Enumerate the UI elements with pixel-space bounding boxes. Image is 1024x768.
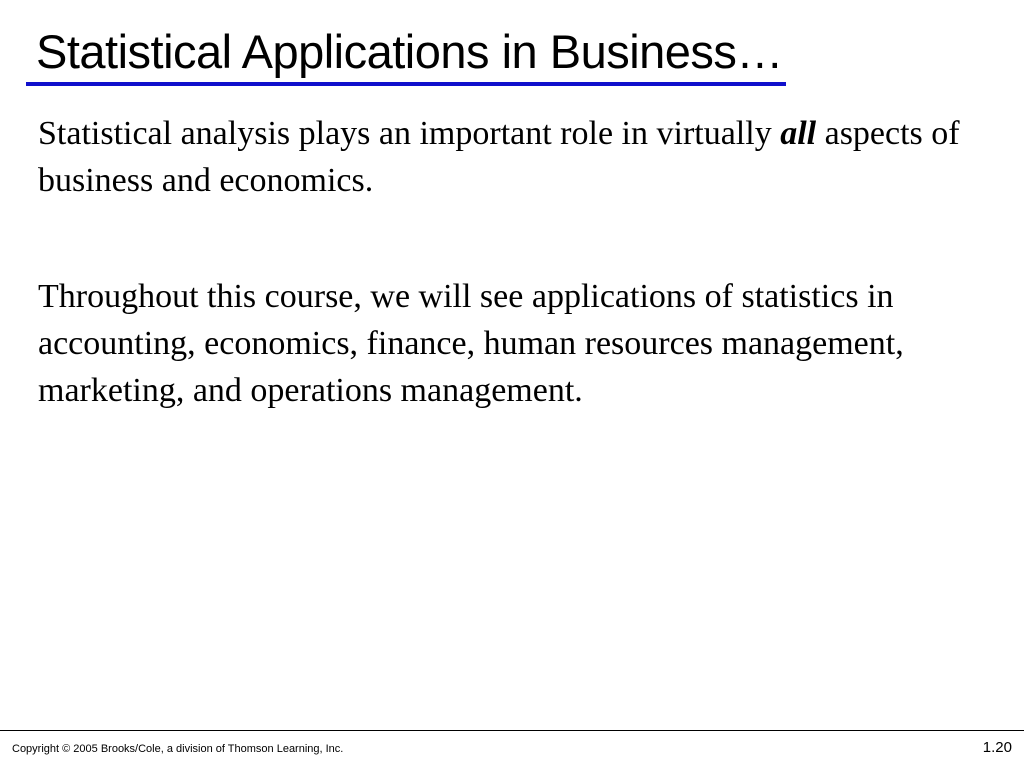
slide-title: Statistical Applications in Business… <box>36 25 783 78</box>
paragraph-business-role <box>38 110 1008 204</box>
title-underline <box>26 82 786 86</box>
footer-divider <box>0 730 1024 731</box>
slide-number: 1.20 <box>982 739 1012 756</box>
paragraph-text-end: aspects of business and economics. <box>38 115 960 199</box>
paragraph-course-applications: Throughout this course, we will see applications of statistics in accounting, economics, finance, human resources management, marketing, and operations management. <box>38 278 904 409</box>
copyright-notice: Copyright © 2005 Brooks/Cole, a division of Thomson Learning, Inc. <box>12 743 344 755</box>
emphasis-all: all <box>780 115 817 152</box>
paragraph-text-start: Statistical analysis plays an important role in virtually <box>38 115 781 152</box>
